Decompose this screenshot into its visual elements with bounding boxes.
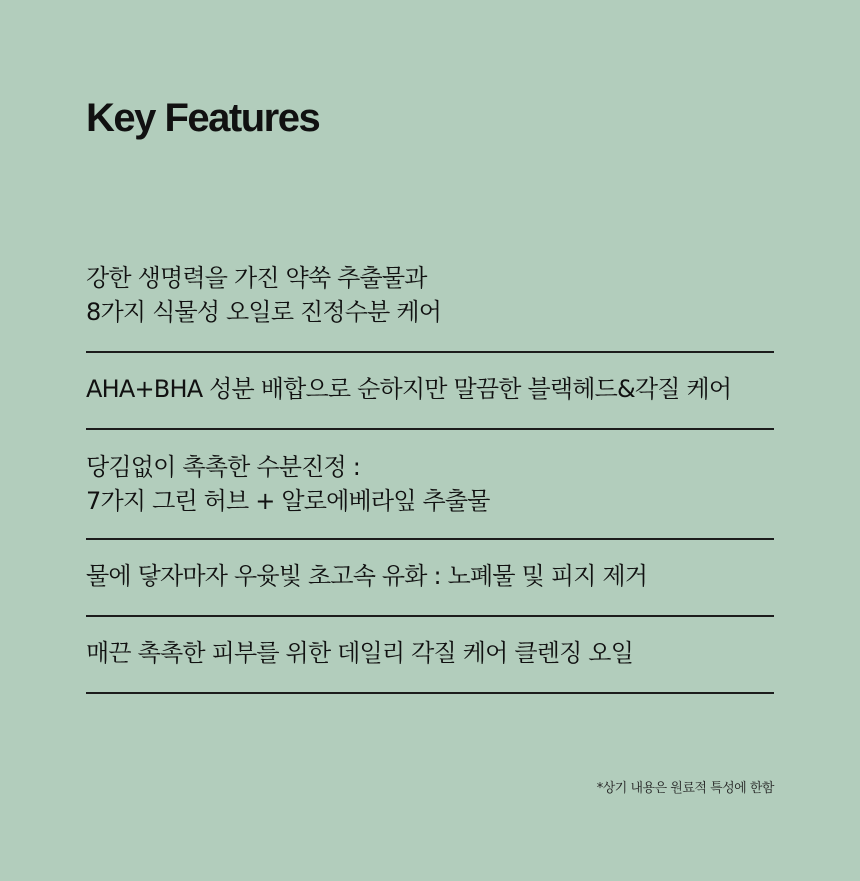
feature-text: 물에 닿자마자 우윳빛 초고속 유화 : 노폐물 및 피지 제거 xyxy=(86,562,648,590)
feature-text: 7가지 그린 허브 + 알로에베라잎 추출물 xyxy=(86,487,490,515)
feature-text: 8가지 식물성 오일로 진정수분 케어 xyxy=(86,298,442,326)
feature-item-4 xyxy=(86,540,774,617)
feature-text: 매끈 촉촉한 피부를 위한 데일리 각질 케어 클렌징 오일 xyxy=(86,639,634,667)
disclaimer-note: *상기 내용은 원료적 특성에 한함 xyxy=(596,781,774,796)
feature-list xyxy=(86,254,774,694)
page-title: Key Features xyxy=(86,96,320,140)
feature-item-3 xyxy=(86,430,774,540)
feature-item-5 xyxy=(86,617,774,694)
feature-text: 당김없이 촉촉한 수분진정 : xyxy=(86,453,360,481)
feature-text: AHA+BHA 성분 배합으로 순하지만 말끔한 블랙헤드&각질 케어 xyxy=(86,375,732,403)
feature-item-2 xyxy=(86,353,774,430)
feature-text: 강한 생명력을 가진 약쑥 추출물과 xyxy=(86,264,427,292)
feature-item-1 xyxy=(86,254,774,353)
